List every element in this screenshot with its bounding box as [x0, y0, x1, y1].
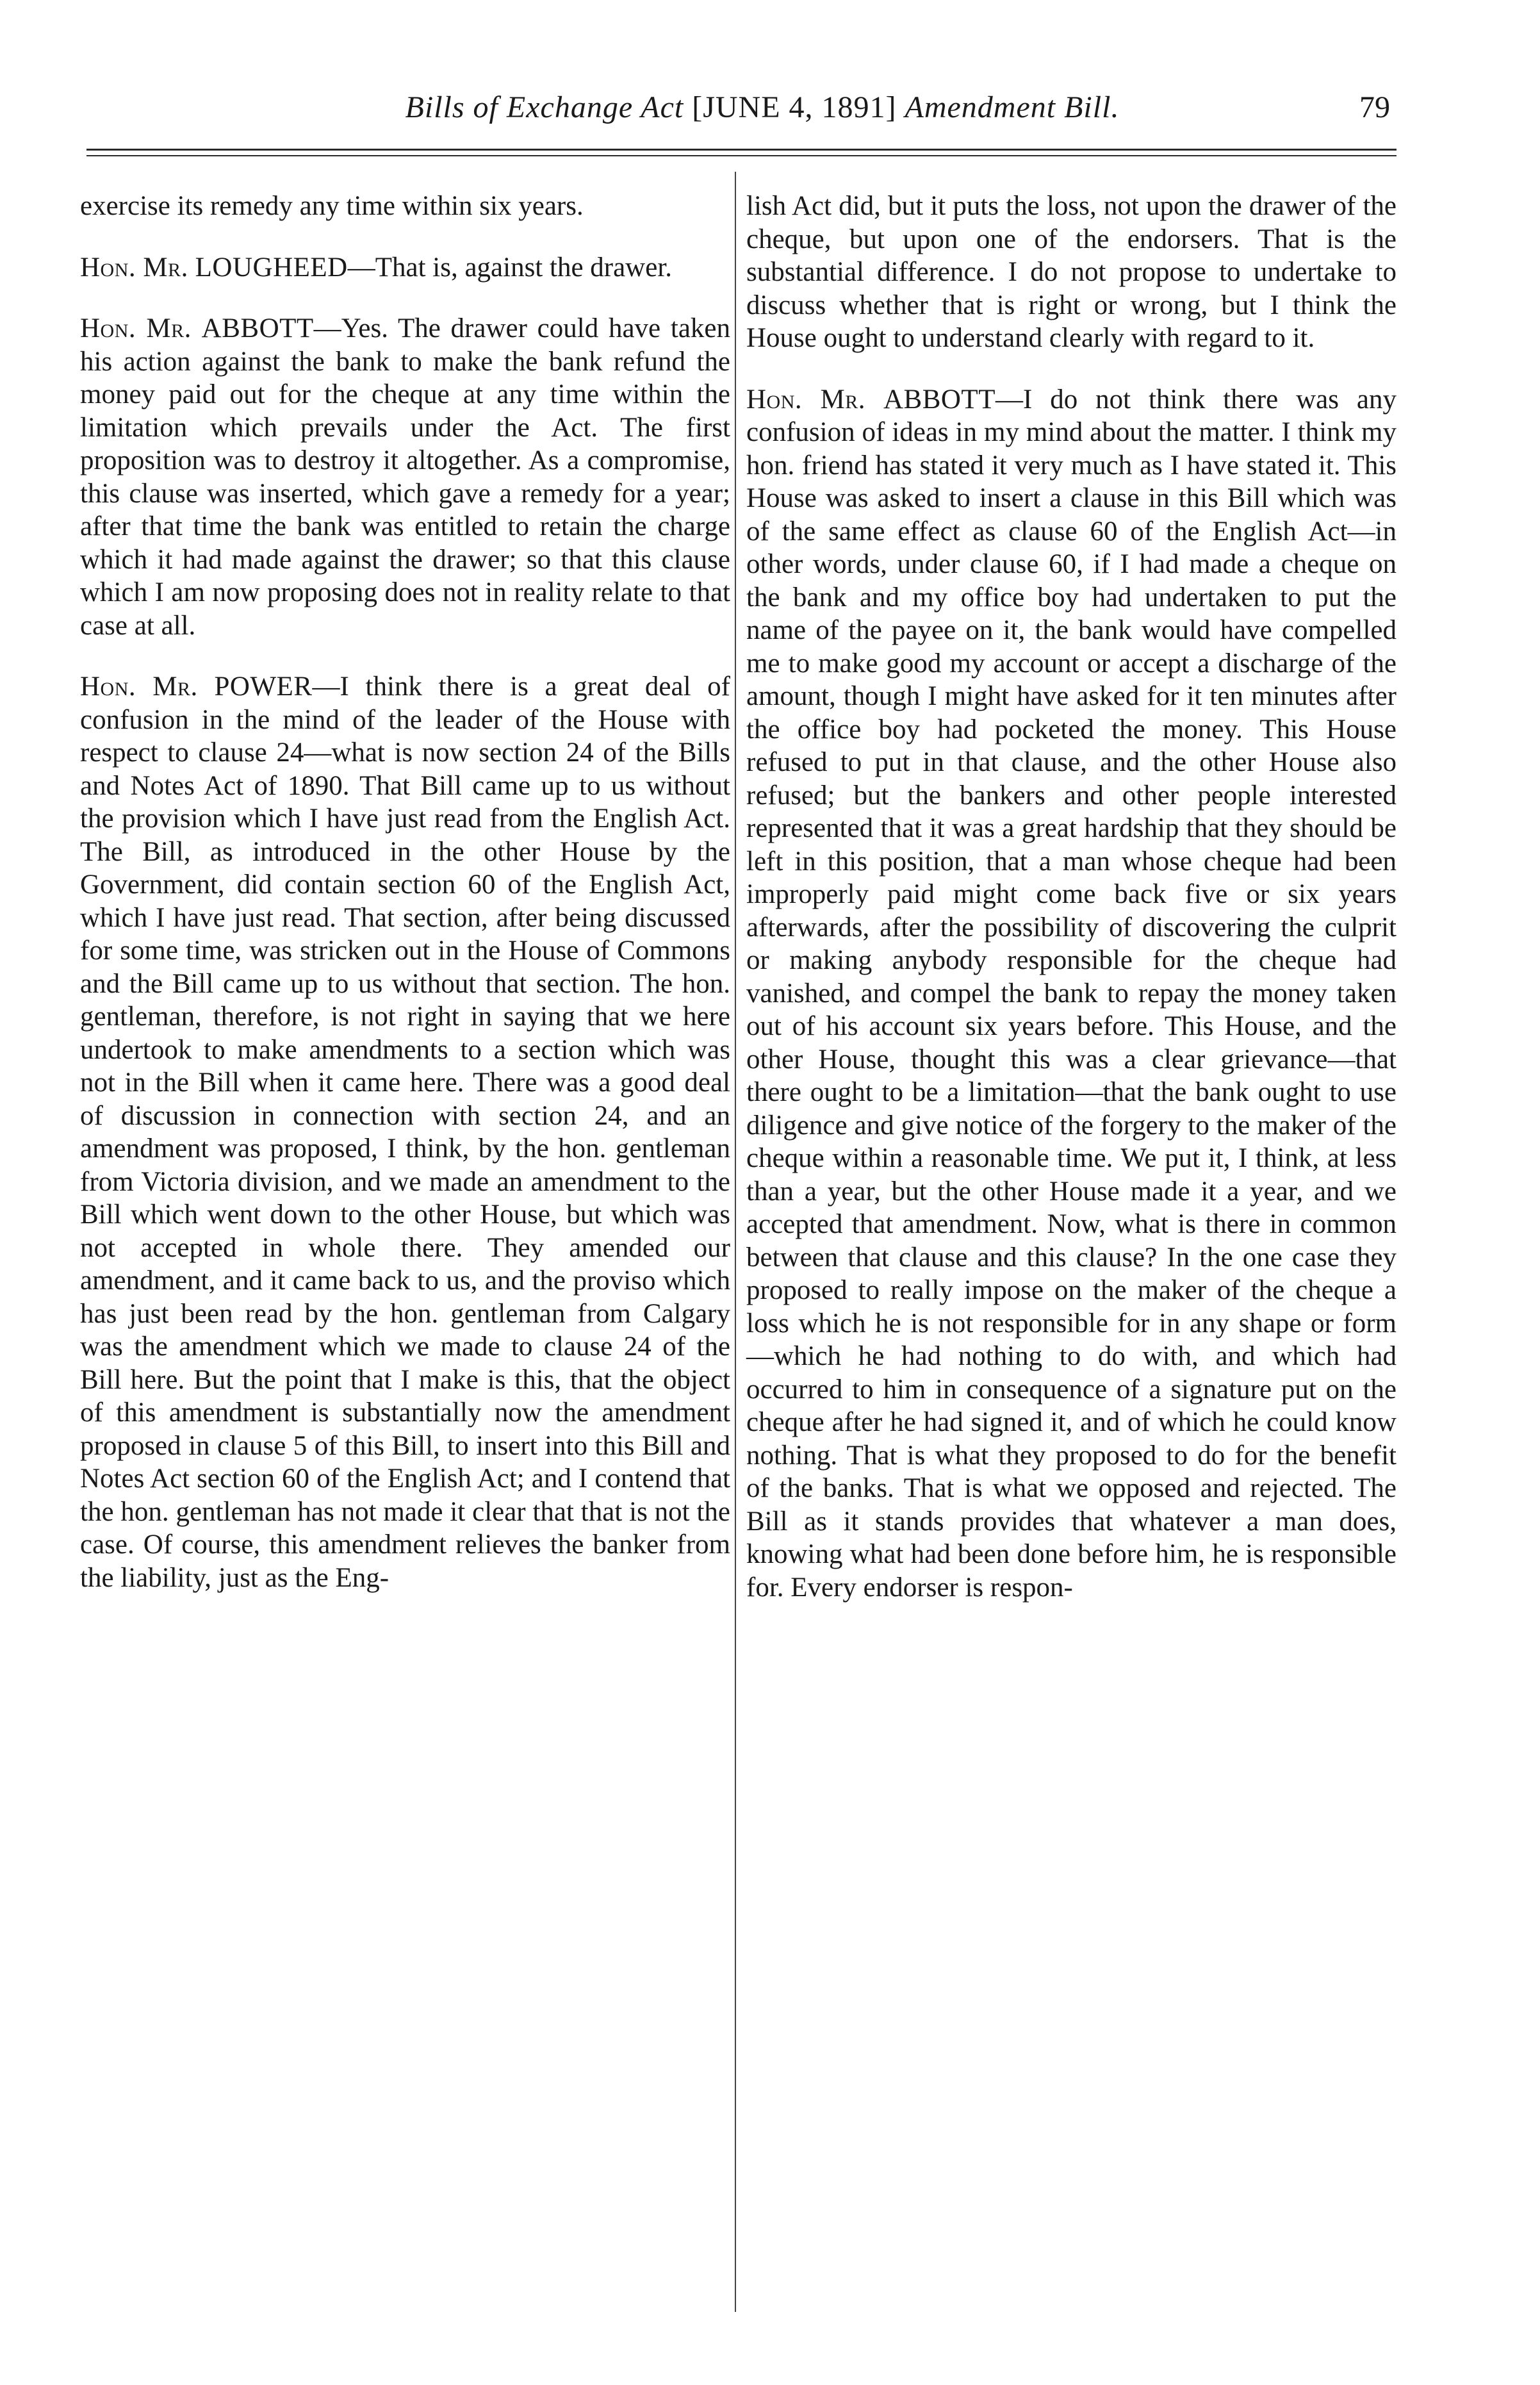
- running-title-right: Amendment Bill.: [905, 90, 1120, 124]
- speaker-title: Hon. Mr.: [746, 384, 866, 415]
- right-paragraph-2: [746, 383, 1397, 1605]
- speaker-name: ABBOTT: [883, 384, 995, 415]
- speaker-name: LOUGHEED: [195, 252, 348, 283]
- left-paragraph-3: [80, 312, 730, 642]
- page-header: [0, 90, 1540, 141]
- header-rule-top: [86, 149, 1397, 151]
- column-divider: [735, 172, 736, 2312]
- right-paragraph-1: [746, 190, 1397, 355]
- running-title-left: Bills of Exchange Act: [405, 90, 684, 124]
- speech-text: —I think there is a great deal of confusion in the mind of the leader of the House with respect to clause 24—what is now section 24 of the Bills and Notes Act of 1890. That Bill came up to us without the provision which I have just read from the English Act. The Bill, as introduced in the other House by the Government, did contain section 60 of the English Act, which I have just read. That section, after being discussed for some time, was stricken out in the House of Commons and the Bill came up to us without that section. The hon. gentleman, therefore, is not right in saying that we here undertook to make amendments to a section which was not in the Bill when it came here. There was a good deal of discussion in connection with section 24, and an amendment was proposed, I think, by the hon. gentleman from Victoria division, and we made an amendment to the Bill which went down to the other House, but which was not accepted in whole there. They amended our amendment, and it came back to us, and the proviso which has just been read by the hon. gentleman from Calgary was the amendment which we made to clause 24 of the Bill here. But the point that I make is this, that the object of this amendment is substantially now the amendment proposed in clause 5 of this Bill, to insert into this Bill and Notes Act section 60 of the English Act; and I contend that the hon. gentleman has not made it clear that that is not the case. Of course, this amendment relieves the banker from the liability, just as the Eng-: [80, 672, 731, 1593]
- right-column: [746, 190, 1397, 1632]
- speech-text: —I do not think there was any confusion of ideas in my mind about the matter. I think my hon. friend has stated it very much as I have stated it. This House was asked to insert a clause in this Bill which was of the same effect as clause 60 of the English Act—in other words, under clause 60, if I had made a cheque on the bank and my office boy had undertaken to put the name of the payee on it, the bank would have compelled me to make good my account or accept a discharge of the amount, though I might have asked for it ten minutes after the office boy had pocketed the money. This House refused to put in that clause, and the other House also refused; but the bankers and other people interested represented that it was a great hardship that they should be left in this position, that a man whose cheque had been improperly paid might come back five or six years afterwards, after the possibility of discovering the culprit or making anybody responsible for the cheque had vanished, and compel the bank to repay the money taken out of his account six years before. This House, and the other House, thought this was a clear grievance—that there ought to be a limitation—that the bank ought to use diligence and give notice of the forgery to the maker of the cheque within a reasonable time. We put it, I think, at less than a year, but the other House made it a year, and we accepted that amendment. Now, what is there in common between that clause and this clause? In the one case they proposed to really impose on the maker of the cheque a loss which he is not responsible for in any shape or form—which he had nothing to do with, and which had occurred to him in consequence of a signature put on the cheque after he had signed it, and of which he could know nothing. That is what they proposed to do for the benefit of the banks. That is what we opposed and rejected. The Bill as it stands provides that whatever a man does, knowing what had been done before him, he is responsible for. Every endorser is respon-: [746, 384, 1397, 1603]
- left-paragraph-1: [80, 190, 730, 223]
- speaker-name: ABBOTT: [201, 313, 314, 343]
- paragraph-text: lish Act did, but it puts the loss, not upon the drawer of the cheque, but upon one of the endorsers. That is the substantial difference. I do not propose to undertake to discuss whether that is right or wrong, but I think the House ought to understand clearly with regard to it.: [746, 191, 1397, 353]
- speaker-title: Hon. Mr.: [80, 672, 198, 702]
- speaker-title: Hon. Mr.: [80, 252, 188, 283]
- speech-text: —That is, against the drawer.: [347, 252, 673, 283]
- left-paragraph-2: [80, 251, 730, 285]
- header-rule-bottom: [86, 155, 1397, 156]
- paragraph-text: exercise its remedy any time within six years.: [80, 191, 584, 221]
- page-number: 79: [1359, 90, 1390, 124]
- speaker-title: Hon. Mr.: [80, 313, 192, 343]
- speaker-name: POWER: [214, 672, 313, 702]
- left-column: [80, 190, 730, 1622]
- running-title: [320, 90, 1204, 125]
- speech-text: —Yes. The drawer could have taken his action against the bank to make the bank refund the money paid out for the cheque at any time within the limitation which prevails under the Act. The first proposition was to destroy it altogether. As a compromise, this clause was inserted, which gave a remedy for a year; after that time the bank was entitled to retain the charge which it had made against the drawer; so that this clause which I am now proposing does not in reality relate to that case at all.: [80, 313, 731, 641]
- left-paragraph-4: [80, 670, 730, 1594]
- running-title-date: [JUNE 4, 1891]: [692, 90, 897, 124]
